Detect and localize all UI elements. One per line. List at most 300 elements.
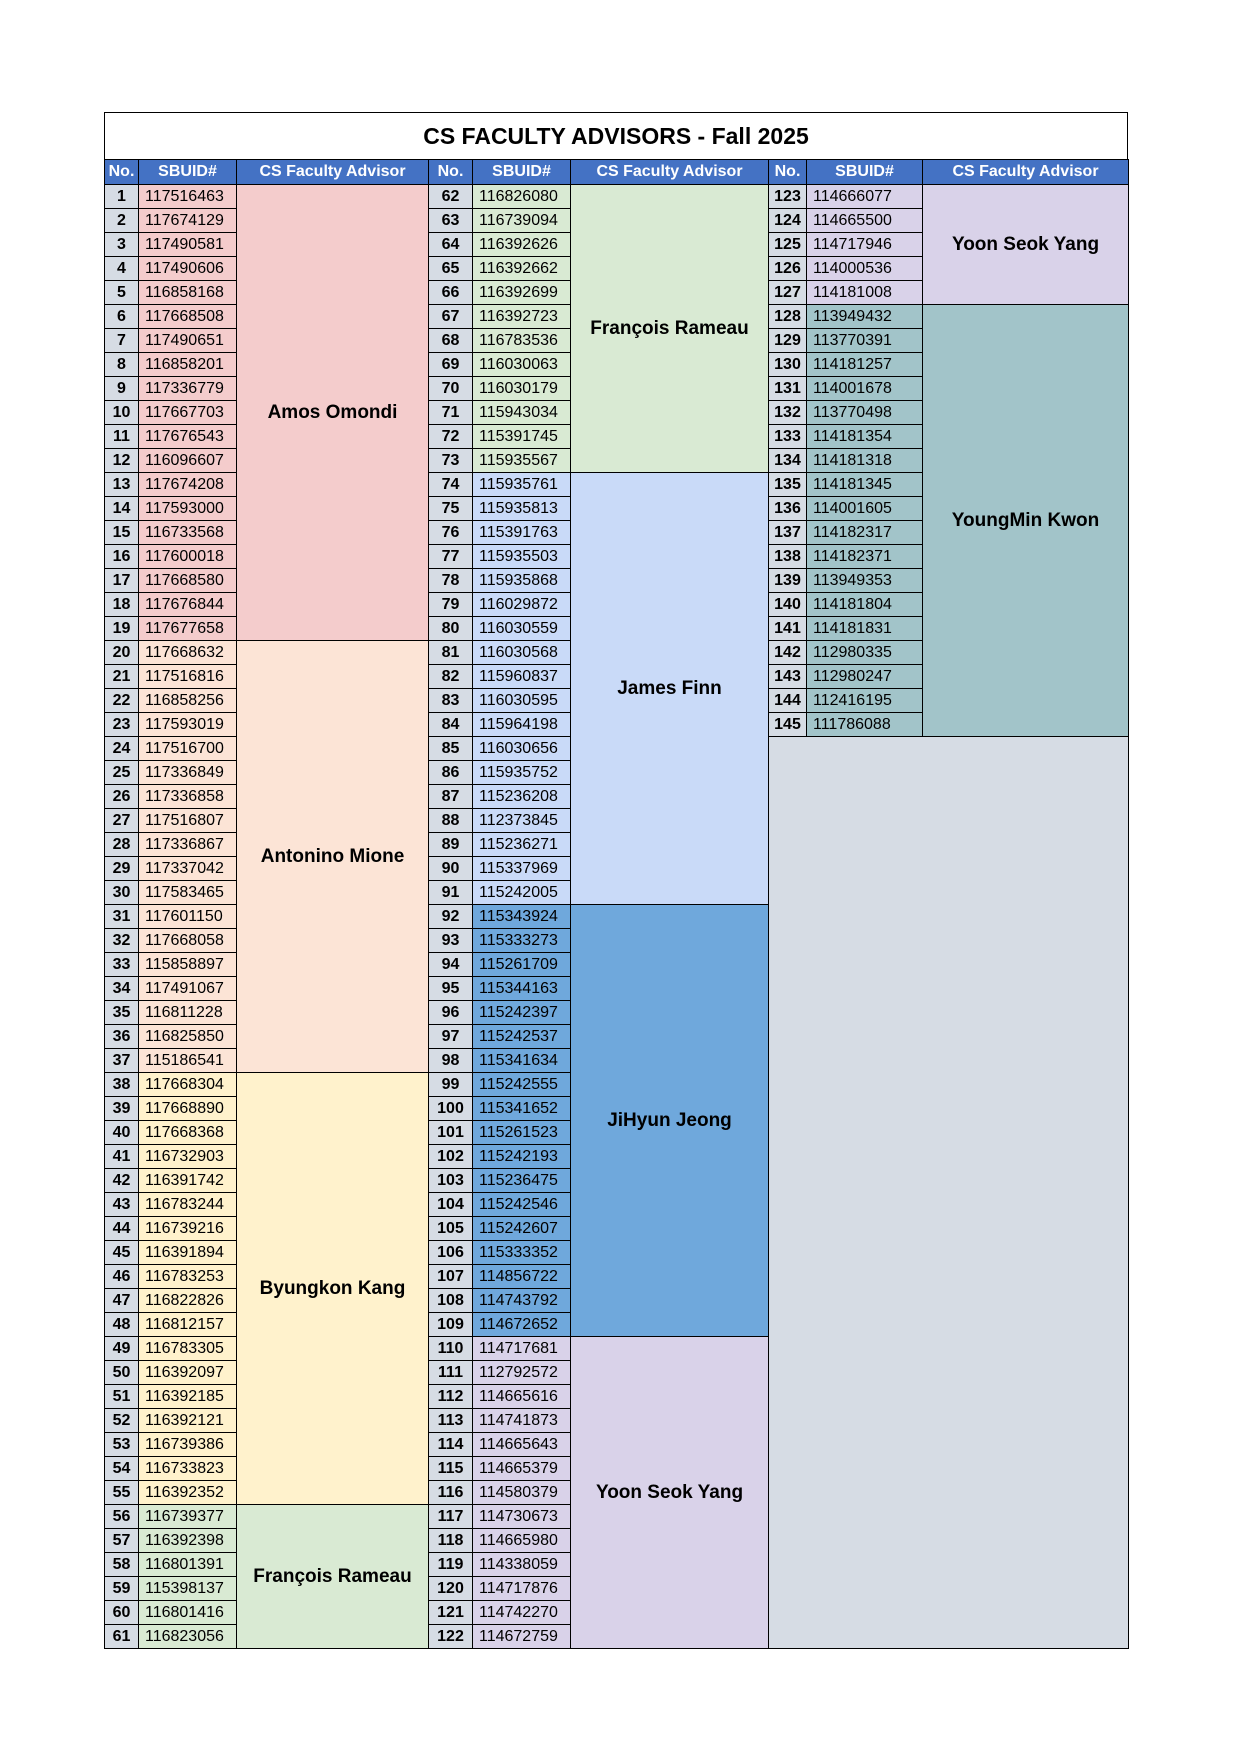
row-number: 127 [769, 281, 807, 305]
sbuid-cell: 116812157 [139, 1313, 237, 1337]
sbuid-cell: 116391742 [139, 1169, 237, 1193]
row-number: 17 [105, 569, 139, 593]
row-number: 108 [429, 1289, 473, 1313]
row-number: 82 [429, 665, 473, 689]
advisor-name: Yoon Seok Yang [571, 1337, 769, 1649]
row-number: 5 [105, 281, 139, 305]
sheet-title: CS FACULTY ADVISORS - Fall 2025 [104, 112, 1128, 159]
col-header-sbuid: SBUID# [807, 160, 923, 185]
sbuid-cell: 114672652 [473, 1313, 571, 1337]
sbuid-cell: 117668508 [139, 305, 237, 329]
sbuid-cell: 116392398 [139, 1529, 237, 1553]
sbuid-cell: 115242397 [473, 1001, 571, 1025]
row-number: 4 [105, 257, 139, 281]
sbuid-cell: 113770498 [807, 401, 923, 425]
row-number: 100 [429, 1097, 473, 1121]
sbuid-cell: 117337042 [139, 857, 237, 881]
row-number: 83 [429, 689, 473, 713]
sbuid-cell: 111786088 [807, 713, 923, 737]
row-number: 99 [429, 1073, 473, 1097]
row-number: 118 [429, 1529, 473, 1553]
sbuid-cell: 115344163 [473, 977, 571, 1001]
row-number: 1 [105, 185, 139, 209]
sbuid-cell: 117490606 [139, 257, 237, 281]
row-number: 111 [429, 1361, 473, 1385]
sbuid-cell: 114181354 [807, 425, 923, 449]
row-number: 68 [429, 329, 473, 353]
sbuid-cell: 116783305 [139, 1337, 237, 1361]
row-number: 53 [105, 1433, 139, 1457]
row-number: 19 [105, 617, 139, 641]
row-number: 115 [429, 1457, 473, 1481]
sbuid-cell: 115391763 [473, 521, 571, 545]
sbuid-cell: 114181318 [807, 449, 923, 473]
sbuid-cell: 113770391 [807, 329, 923, 353]
advisor-name: Antonino Mione [237, 641, 429, 1073]
row-number: 78 [429, 569, 473, 593]
sbuid-cell: 112373845 [473, 809, 571, 833]
row-number: 130 [769, 353, 807, 377]
sbuid-cell: 117516807 [139, 809, 237, 833]
row-number: 139 [769, 569, 807, 593]
sbuid-cell: 114665379 [473, 1457, 571, 1481]
row-number: 15 [105, 521, 139, 545]
sbuid-cell: 114181804 [807, 593, 923, 617]
advisor-name: Yoon Seok Yang [923, 185, 1129, 305]
row-number: 28 [105, 833, 139, 857]
row-number: 61 [105, 1625, 139, 1649]
row-number: 110 [429, 1337, 473, 1361]
sbuid-cell: 116030559 [473, 617, 571, 641]
sbuid-cell: 116783253 [139, 1265, 237, 1289]
sbuid-cell: 115964198 [473, 713, 571, 737]
sbuid-cell: 115261709 [473, 953, 571, 977]
sbuid-cell: 116858256 [139, 689, 237, 713]
row-number: 124 [769, 209, 807, 233]
row-number: 144 [769, 689, 807, 713]
sbuid-cell: 114182371 [807, 545, 923, 569]
sbuid-cell: 113949353 [807, 569, 923, 593]
row-number: 106 [429, 1241, 473, 1265]
row-number: 138 [769, 545, 807, 569]
sbuid-cell: 117601150 [139, 905, 237, 929]
row-number: 107 [429, 1265, 473, 1289]
sbuid-cell: 117336867 [139, 833, 237, 857]
row-number: 13 [105, 473, 139, 497]
sbuid-cell: 115858897 [139, 953, 237, 977]
row-number: 113 [429, 1409, 473, 1433]
row-number: 134 [769, 449, 807, 473]
row-number: 58 [105, 1553, 139, 1577]
row-number: 71 [429, 401, 473, 425]
sbuid-cell: 116739216 [139, 1217, 237, 1241]
row-number: 43 [105, 1193, 139, 1217]
row-number: 121 [429, 1601, 473, 1625]
row-number: 42 [105, 1169, 139, 1193]
sbuid-cell: 117668058 [139, 929, 237, 953]
row-number: 47 [105, 1289, 139, 1313]
sbuid-cell: 114001605 [807, 497, 923, 521]
row-number: 117 [429, 1505, 473, 1529]
row-number: 126 [769, 257, 807, 281]
row-number: 2 [105, 209, 139, 233]
sbuid-cell: 112980335 [807, 641, 923, 665]
sbuid-cell: 116783244 [139, 1193, 237, 1217]
row-number: 85 [429, 737, 473, 761]
row-number: 89 [429, 833, 473, 857]
row-number: 52 [105, 1409, 139, 1433]
sbuid-cell: 115935761 [473, 473, 571, 497]
row-number: 73 [429, 449, 473, 473]
sbuid-cell: 116732903 [139, 1145, 237, 1169]
row-number: 60 [105, 1601, 139, 1625]
sbuid-cell: 116858168 [139, 281, 237, 305]
sbuid-cell: 115186541 [139, 1049, 237, 1073]
sbuid-cell: 116783536 [473, 329, 571, 353]
sbuid-cell: 115333273 [473, 929, 571, 953]
row-number: 79 [429, 593, 473, 617]
row-number: 27 [105, 809, 139, 833]
sbuid-cell: 117516816 [139, 665, 237, 689]
row-number: 16 [105, 545, 139, 569]
sbuid-cell: 116030595 [473, 689, 571, 713]
empty-area [769, 737, 1129, 1649]
row-number: 88 [429, 809, 473, 833]
advisor-name: YoungMin Kwon [923, 305, 1129, 737]
sbuid-cell: 116739386 [139, 1433, 237, 1457]
sbuid-cell: 115242193 [473, 1145, 571, 1169]
advisor-name: JiHyun Jeong [571, 905, 769, 1337]
sbuid-cell: 114001678 [807, 377, 923, 401]
advisor-sheet [104, 112, 1128, 1649]
sbuid-cell: 115960837 [473, 665, 571, 689]
row-number: 105 [429, 1217, 473, 1241]
row-number: 136 [769, 497, 807, 521]
sbuid-cell: 115398137 [139, 1577, 237, 1601]
col-header-advisor: CS Faculty Advisor [237, 160, 429, 185]
sbuid-cell: 116392121 [139, 1409, 237, 1433]
sbuid-cell: 116030656 [473, 737, 571, 761]
row-number: 26 [105, 785, 139, 809]
sbuid-cell: 116030568 [473, 641, 571, 665]
sbuid-cell: 117668890 [139, 1097, 237, 1121]
sbuid-cell: 117593000 [139, 497, 237, 521]
sbuid-cell: 114717876 [473, 1577, 571, 1601]
row-number: 96 [429, 1001, 473, 1025]
row-number: 3 [105, 233, 139, 257]
row-number: 104 [429, 1193, 473, 1217]
sbuid-cell: 116733823 [139, 1457, 237, 1481]
row-number: 129 [769, 329, 807, 353]
sbuid-cell: 114717946 [807, 233, 923, 257]
row-number: 56 [105, 1505, 139, 1529]
sbuid-cell: 115236271 [473, 833, 571, 857]
sbuid-cell: 117668580 [139, 569, 237, 593]
sbuid-cell: 114338059 [473, 1553, 571, 1577]
row-number: 92 [429, 905, 473, 929]
row-number: 49 [105, 1337, 139, 1361]
row-number: 48 [105, 1313, 139, 1337]
row-number: 40 [105, 1121, 139, 1145]
sbuid-cell: 117668368 [139, 1121, 237, 1145]
sbuid-cell: 116739094 [473, 209, 571, 233]
row-number: 6 [105, 305, 139, 329]
row-number: 24 [105, 737, 139, 761]
sbuid-cell: 116392699 [473, 281, 571, 305]
sbuid-cell: 115341634 [473, 1049, 571, 1073]
row-number: 35 [105, 1001, 139, 1025]
row-number: 21 [105, 665, 139, 689]
row-number: 33 [105, 953, 139, 977]
sbuid-cell: 115343924 [473, 905, 571, 929]
sbuid-cell: 114666077 [807, 185, 923, 209]
sbuid-cell: 116030063 [473, 353, 571, 377]
col-header-advisor: CS Faculty Advisor [571, 160, 769, 185]
sbuid-cell: 116392097 [139, 1361, 237, 1385]
row-number: 87 [429, 785, 473, 809]
sbuid-cell: 116392626 [473, 233, 571, 257]
row-number: 18 [105, 593, 139, 617]
sbuid-cell: 115935752 [473, 761, 571, 785]
sbuid-cell: 115337969 [473, 857, 571, 881]
sbuid-cell: 114665643 [473, 1433, 571, 1457]
sbuid-cell: 117600018 [139, 545, 237, 569]
col-header-sbuid: SBUID# [473, 160, 571, 185]
sbuid-cell: 117336849 [139, 761, 237, 785]
row-number: 102 [429, 1145, 473, 1169]
sbuid-cell: 116391894 [139, 1241, 237, 1265]
row-number: 10 [105, 401, 139, 425]
row-number: 36 [105, 1025, 139, 1049]
sbuid-cell: 112416195 [807, 689, 923, 713]
row-number: 55 [105, 1481, 139, 1505]
row-number: 125 [769, 233, 807, 257]
sbuid-cell: 116096607 [139, 449, 237, 473]
sbuid-cell: 114665500 [807, 209, 923, 233]
sbuid-cell: 114741873 [473, 1409, 571, 1433]
sbuid-cell: 114672759 [473, 1625, 571, 1649]
sbuid-cell: 117676844 [139, 593, 237, 617]
row-number: 64 [429, 233, 473, 257]
sbuid-cell: 117336858 [139, 785, 237, 809]
sbuid-cell: 116826080 [473, 185, 571, 209]
sbuid-cell: 117593019 [139, 713, 237, 737]
row-number: 90 [429, 857, 473, 881]
row-number: 14 [105, 497, 139, 521]
header-row [105, 160, 1129, 185]
row-number: 66 [429, 281, 473, 305]
row-number: 12 [105, 449, 139, 473]
row-number: 30 [105, 881, 139, 905]
row-number: 123 [769, 185, 807, 209]
sbuid-cell: 115242005 [473, 881, 571, 905]
row-number: 54 [105, 1457, 139, 1481]
row-number: 120 [429, 1577, 473, 1601]
sbuid-cell: 116392352 [139, 1481, 237, 1505]
row-number: 119 [429, 1553, 473, 1577]
row-number: 101 [429, 1121, 473, 1145]
sbuid-cell: 116392662 [473, 257, 571, 281]
advisor-name: François Rameau [237, 1505, 429, 1649]
row-number: 135 [769, 473, 807, 497]
advisor-name: Byungkon Kang [237, 1073, 429, 1505]
row-number: 20 [105, 641, 139, 665]
sbuid-cell: 114665980 [473, 1529, 571, 1553]
row-number: 122 [429, 1625, 473, 1649]
sbuid-cell: 117490651 [139, 329, 237, 353]
sbuid-cell: 117674129 [139, 209, 237, 233]
sbuid-cell: 116823056 [139, 1625, 237, 1649]
col-header-no: No. [769, 160, 807, 185]
row-number: 74 [429, 473, 473, 497]
row-number: 141 [769, 617, 807, 641]
row-number: 51 [105, 1385, 139, 1409]
row-number: 69 [429, 353, 473, 377]
row-number: 25 [105, 761, 139, 785]
sbuid-cell: 115242607 [473, 1217, 571, 1241]
sbuid-cell: 115236475 [473, 1169, 571, 1193]
sbuid-cell: 114730673 [473, 1505, 571, 1529]
row-number: 80 [429, 617, 473, 641]
sbuid-cell: 114580379 [473, 1481, 571, 1505]
row-number: 112 [429, 1385, 473, 1409]
sbuid-cell: 117516700 [139, 737, 237, 761]
sbuid-cell: 116825850 [139, 1025, 237, 1049]
row-number: 142 [769, 641, 807, 665]
sbuid-cell: 117336779 [139, 377, 237, 401]
sbuid-cell: 115341652 [473, 1097, 571, 1121]
row-number: 37 [105, 1049, 139, 1073]
col-header-advisor: CS Faculty Advisor [923, 160, 1129, 185]
sbuid-cell: 114743792 [473, 1289, 571, 1313]
sbuid-cell: 114000536 [807, 257, 923, 281]
row-number: 116 [429, 1481, 473, 1505]
row-number: 76 [429, 521, 473, 545]
sbuid-cell: 117667703 [139, 401, 237, 425]
sbuid-cell: 115242537 [473, 1025, 571, 1049]
row-number: 143 [769, 665, 807, 689]
sbuid-cell: 114181257 [807, 353, 923, 377]
row-number: 84 [429, 713, 473, 737]
sbuid-cell: 117491067 [139, 977, 237, 1001]
sbuid-cell: 114181345 [807, 473, 923, 497]
row-number: 70 [429, 377, 473, 401]
row-number: 109 [429, 1313, 473, 1337]
sbuid-cell: 115935567 [473, 449, 571, 473]
row-number: 145 [769, 713, 807, 737]
row-number: 72 [429, 425, 473, 449]
row-number: 140 [769, 593, 807, 617]
row-number: 114 [429, 1433, 473, 1457]
row-number: 23 [105, 713, 139, 737]
sbuid-cell: 112792572 [473, 1361, 571, 1385]
sbuid-cell: 116858201 [139, 353, 237, 377]
row-number: 91 [429, 881, 473, 905]
row-number: 59 [105, 1577, 139, 1601]
sbuid-cell: 116739377 [139, 1505, 237, 1529]
sbuid-cell: 115935503 [473, 545, 571, 569]
sbuid-cell: 113949432 [807, 305, 923, 329]
row-number: 44 [105, 1217, 139, 1241]
row-number: 38 [105, 1073, 139, 1097]
sbuid-cell: 115236208 [473, 785, 571, 809]
row-number: 8 [105, 353, 139, 377]
sbuid-cell: 116811228 [139, 1001, 237, 1025]
row-number: 34 [105, 977, 139, 1001]
sbuid-cell: 114182317 [807, 521, 923, 545]
row-number: 132 [769, 401, 807, 425]
sbuid-cell: 117674208 [139, 473, 237, 497]
sbuid-cell: 116801391 [139, 1553, 237, 1577]
sbuid-cell: 117668304 [139, 1073, 237, 1097]
row-number: 94 [429, 953, 473, 977]
row-number: 75 [429, 497, 473, 521]
row-number: 29 [105, 857, 139, 881]
sbuid-cell: 117516463 [139, 185, 237, 209]
sbuid-cell: 114181831 [807, 617, 923, 641]
sbuid-cell: 117583465 [139, 881, 237, 905]
sbuid-cell: 114717681 [473, 1337, 571, 1361]
sbuid-cell: 115333352 [473, 1241, 571, 1265]
row-number: 131 [769, 377, 807, 401]
sbuid-cell: 116392185 [139, 1385, 237, 1409]
sbuid-cell: 115391745 [473, 425, 571, 449]
row-number: 62 [429, 185, 473, 209]
row-number: 9 [105, 377, 139, 401]
row-number: 45 [105, 1241, 139, 1265]
sbuid-cell: 116733568 [139, 521, 237, 545]
sbuid-cell: 116801416 [139, 1601, 237, 1625]
row-number: 50 [105, 1361, 139, 1385]
row-number: 81 [429, 641, 473, 665]
sbuid-cell: 115261523 [473, 1121, 571, 1145]
sbuid-cell: 114665616 [473, 1385, 571, 1409]
row-number: 98 [429, 1049, 473, 1073]
sbuid-cell: 115242555 [473, 1073, 571, 1097]
row-number: 65 [429, 257, 473, 281]
row-number: 67 [429, 305, 473, 329]
sbuid-cell: 115935868 [473, 569, 571, 593]
table-row [105, 185, 1129, 209]
advisor-name: François Rameau [571, 185, 769, 473]
row-number: 63 [429, 209, 473, 233]
row-number: 133 [769, 425, 807, 449]
sbuid-cell: 116822826 [139, 1289, 237, 1313]
sbuid-cell: 115242546 [473, 1193, 571, 1217]
row-number: 57 [105, 1529, 139, 1553]
row-number: 11 [105, 425, 139, 449]
row-number: 93 [429, 929, 473, 953]
sbuid-cell: 116029872 [473, 593, 571, 617]
sbuid-cell: 115943034 [473, 401, 571, 425]
sbuid-cell: 116030179 [473, 377, 571, 401]
row-number: 7 [105, 329, 139, 353]
row-number: 86 [429, 761, 473, 785]
row-number: 103 [429, 1169, 473, 1193]
advisor-name: James Finn [571, 473, 769, 905]
sbuid-cell: 114742270 [473, 1601, 571, 1625]
row-number: 46 [105, 1265, 139, 1289]
advisor-name: Amos Omondi [237, 185, 429, 641]
row-number: 39 [105, 1097, 139, 1121]
row-number: 95 [429, 977, 473, 1001]
sbuid-cell: 117668632 [139, 641, 237, 665]
sbuid-cell: 115935813 [473, 497, 571, 521]
row-number: 77 [429, 545, 473, 569]
row-number: 31 [105, 905, 139, 929]
row-number: 137 [769, 521, 807, 545]
sbuid-cell: 117677658 [139, 617, 237, 641]
